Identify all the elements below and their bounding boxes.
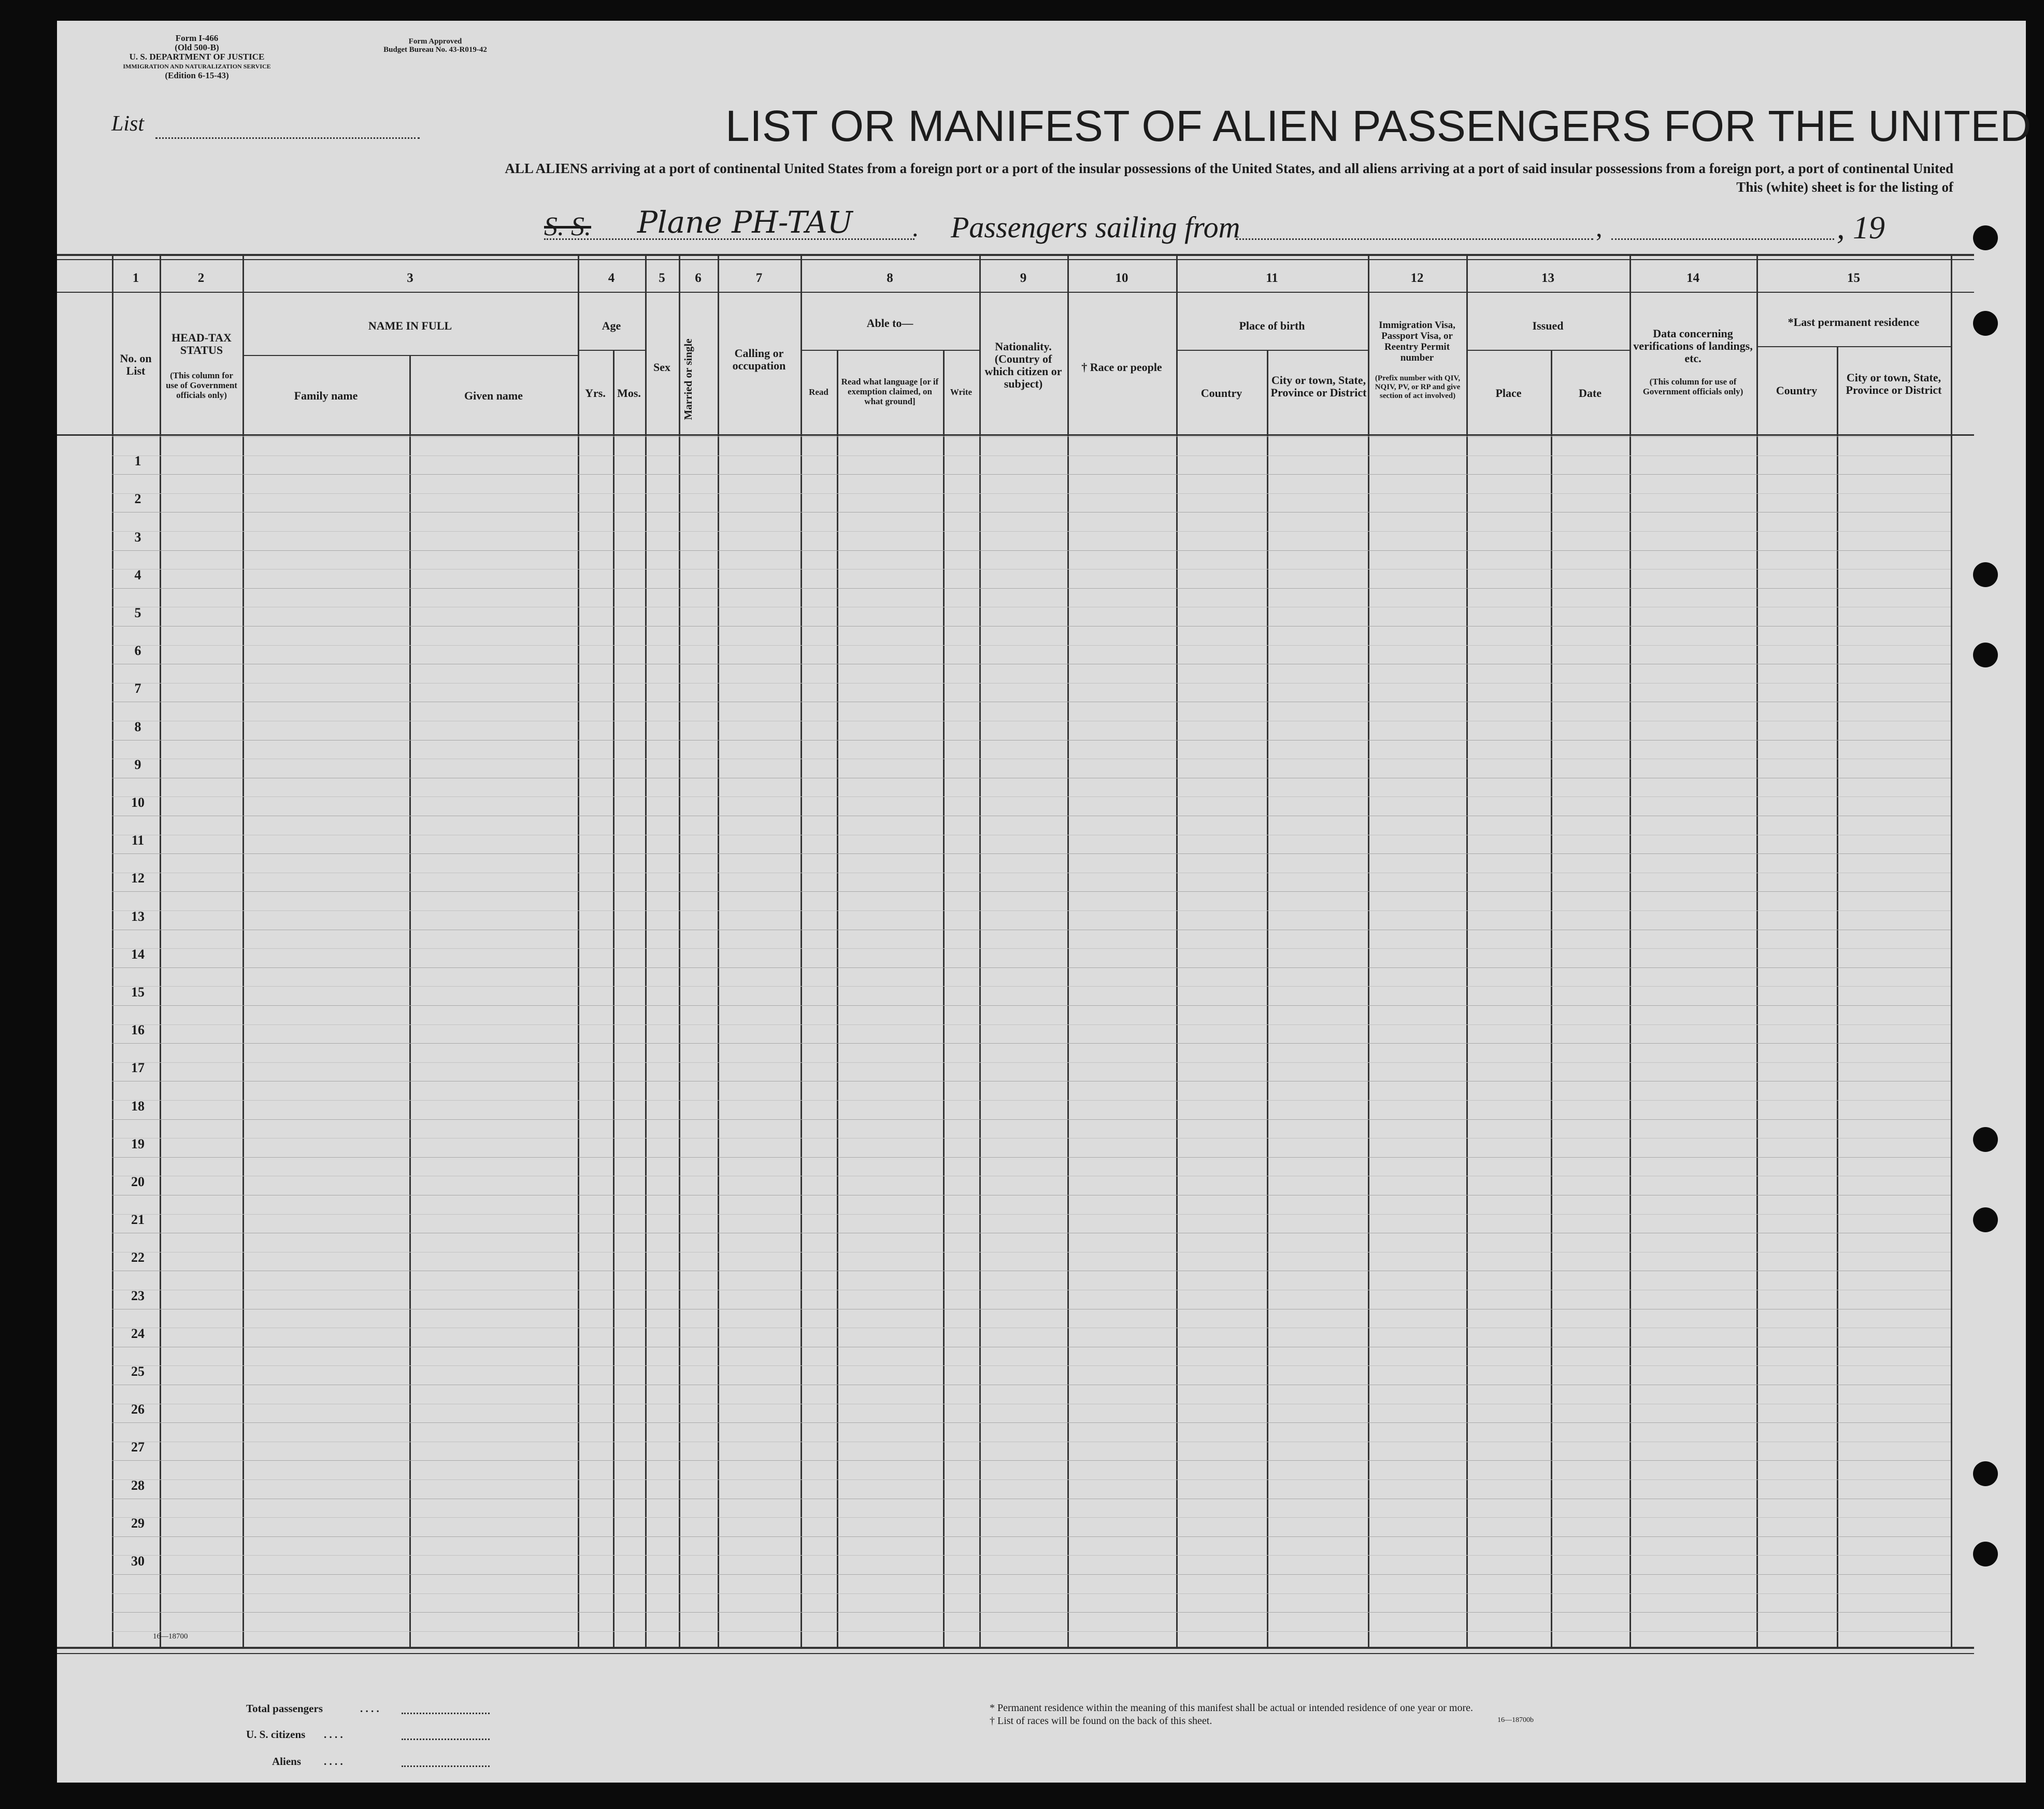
table-row-number: 20 [131,1174,145,1189]
table-row-number: 25 [131,1364,145,1379]
header-age-mos: Mos. [617,387,641,400]
row-rule [112,1422,1951,1423]
department: U. S. DEPARTMENT OF JUSTICE [129,52,265,62]
age-subrule [578,350,645,351]
col-num-1: 1 [132,271,139,285]
binding-hole-3 [1973,562,1998,587]
col-line-14 [1630,256,1631,1649]
aliens-dots: . . . . [324,1755,343,1768]
row-half-rule [112,910,1951,911]
table-row-number: 27 [131,1440,145,1455]
header-able-to: Able to— [866,317,913,330]
sailing-from-label: Passengers sailing from [951,210,1240,244]
row-rule [112,1536,1951,1537]
table-row-number: 12 [131,871,145,886]
table-bottom-rule-2 [57,1653,1974,1654]
table-bottom-rule [57,1647,1974,1649]
form-approval [326,37,544,54]
col-line-10 [1067,256,1069,1649]
col-num-4: 4 [608,271,615,285]
header-age: Age [602,319,621,332]
row-half-rule [112,1593,1951,1594]
row-half-rule [112,531,1951,532]
sub-line-read-what [837,350,838,1649]
table-row-number: 18 [131,1099,145,1114]
header-age-yrs: Yrs. [585,387,606,400]
table-row-number: 8 [134,719,141,734]
table-row-number: 16 [131,1022,145,1037]
issued-subrule [1466,350,1630,351]
row-rule [112,1043,1951,1044]
residence-subrule [1756,346,1951,347]
header-res-country: Country [1776,384,1818,397]
total-passengers-label: Total passengers [246,1702,323,1715]
vessel-field-line [544,238,914,240]
year-label: , 19 [1837,210,1885,246]
col-num-6: 6 [695,271,702,285]
table-row-number: 29 [131,1516,145,1531]
row-half-rule [112,1517,1951,1518]
table-row-number: 7 [134,681,141,696]
vessel-name[interactable]: Plane PH-TAU [637,205,853,240]
col-num-15: 15 [1847,271,1860,285]
header-write: Write [950,387,973,397]
edition: (Edition 6-15-43) [165,70,229,80]
ss-label: S. S. [544,212,591,241]
table-row-number: 13 [131,909,145,924]
header-read-what: Read what language [or if exemption claimed, on what ground] [841,377,939,406]
header-res-city: City or town, State, Province or District [1846,371,1942,396]
col-line-13 [1466,256,1468,1649]
aliens-field[interactable] [402,1765,490,1767]
row-half-rule [112,645,1951,646]
table-row-number: 14 [131,947,145,962]
sub-line-given-name [409,355,411,1649]
row-half-rule [112,1214,1951,1215]
header-family-name: Family name [294,389,358,402]
header-issued-date: Date [1579,387,1602,400]
birth-subrule [1176,350,1368,351]
table-row-number: 6 [134,643,141,658]
col-line-12 [1368,256,1369,1649]
vessel-dot: . [912,213,919,242]
table-row-number: 2 [134,491,141,506]
budget-bureau: Budget Bureau No. 43-R019-42 [383,46,487,54]
row-half-rule [112,455,1951,456]
table-row-number: 22 [131,1250,145,1265]
col-line-11 [1176,256,1178,1649]
table-row-number: 30 [131,1554,145,1569]
table-row-number: 11 [131,833,145,848]
header-race: † Race or people [1081,361,1162,374]
binding-hole-8 [1973,1542,1998,1566]
header-read: Read [809,387,828,397]
table-row-number: 19 [131,1136,145,1151]
row-half-rule [112,1062,1951,1063]
table-row-number: 9 [134,757,141,772]
header-data-concerning: Data concerning verifications of landings, etc. [1633,327,1753,365]
col-line-4 [578,256,579,1649]
subtitle-line-2: This (white) sheet is for the listing of [1736,179,1953,195]
row-rule [112,891,1951,892]
row-rule [112,1157,1951,1158]
col-num-14: 14 [1686,271,1699,285]
form-number: Form I-466 [175,33,219,43]
row-rule [112,474,1951,475]
col-line-5 [645,256,647,1649]
total-passengers-field[interactable] [402,1713,490,1714]
header-no-on-list: No. on List [120,352,152,377]
header-issued: Issued [1532,319,1564,332]
row-half-rule [112,1365,1951,1366]
col-num-10: 10 [1115,271,1128,285]
col-line-8 [801,256,802,1649]
binding-hole-4 [1973,643,1998,667]
sub-line-issued-date [1551,350,1552,1649]
row-rule [112,436,1951,437]
col-line-3 [242,256,244,1649]
row-half-rule [112,796,1951,797]
form-approved: Form Approved [408,37,462,46]
col-line-15 [1756,256,1758,1649]
table-row-number: 15 [131,985,145,1000]
table-row-number: 24 [131,1326,145,1341]
col-num-7: 7 [755,271,763,285]
header-birth-city: City or town, State, Province or District [1270,374,1367,399]
column-number-rule [57,292,1974,293]
table-row-number: 28 [131,1478,145,1493]
header-head-tax-note: (This column for use of Government officials only) [166,371,237,400]
us-citizens-label: U. S. citizens [246,1728,306,1741]
us-citizens-field[interactable] [402,1739,490,1740]
row-rule [112,1612,1951,1613]
row-half-rule [112,1479,1951,1480]
header-issued-place: Place [1495,387,1522,400]
row-rule [112,550,1951,551]
header-birth-country: Country [1200,387,1242,400]
header-place-of-birth: Place of birth [1239,319,1305,332]
row-rule [112,1460,1951,1461]
row-rule [112,588,1951,589]
sub-line-mos [613,350,614,1649]
col-num-3: 3 [407,271,413,285]
table-row-number: 10 [131,795,145,810]
residence-footnote: * Permanent residence within the meaning of this manifest shall be actual or intended residence of one year or more. [990,1702,1474,1714]
row-half-rule [112,1631,1951,1632]
table-row-number: 4 [134,567,141,582]
row-half-rule [112,1100,1951,1101]
row-rule [112,853,1951,854]
subtitle-line-1: ALL ALIENS arriving at a port of continental United States from a foreign port or a port of the insular possessions of the United States, and all aliens arriving at a port of said insular possessions from a foreign port, a port of continental United [505,161,1953,176]
header-sex: Sex [653,361,670,374]
col-num-2: 2 [197,271,205,285]
col-line-9 [979,256,981,1649]
col-line-16 [1951,256,1952,1649]
binding-hole-2 [1973,311,1998,336]
row-rule [112,967,1951,968]
citizens-dots: . . . . [324,1728,343,1741]
col-num-12: 12 [1410,271,1424,285]
row-half-rule [112,493,1951,494]
service: IMMIGRATION AND NATURALIZATION SERVICE [123,63,271,70]
table-row-number: 3 [134,530,141,545]
col-num-11: 11 [1266,271,1278,285]
header-given-name: Given name [464,389,523,402]
print-code: 16—18700 [153,1632,188,1641]
footer-code: 16—18700b [1497,1716,1534,1724]
header-visa: Immigration Visa, Passport Visa, or Reentry Permit number [1379,320,1455,363]
table-row-number: 1 [134,453,141,468]
header-data-note: (This column for use of Government officials only) [1642,377,1743,396]
table-row-number: 23 [131,1288,145,1303]
header-head-tax: HEAD-TAX STATUS [171,331,232,357]
header-name-in-full: NAME IN FULL [368,319,452,332]
row-half-rule [112,986,1951,987]
header-calling: Calling or occupation [732,347,786,372]
binding-hole-5 [1973,1127,1998,1152]
header-visa-note: (Prefix number with QIV, NQIV, PV, or RP and give section of act involved) [1375,374,1461,400]
table-row-number: 26 [131,1402,145,1417]
col-line-6 [679,256,680,1649]
page-title: LIST OR MANIFEST OF ALIEN PASSENGERS FOR THE UNITED [725,102,2032,150]
header-last-residence: *Last permanent residence [1788,316,1920,329]
row-rule [112,1119,1951,1120]
table-top-rule-2 [57,259,1974,260]
table-top-rule [57,254,1974,256]
total-dots: . . . . [360,1702,379,1715]
table-row-number: 21 [131,1212,145,1227]
row-rule [112,1005,1951,1006]
race-footnote: † List of races will be found on the back of this sheet. [990,1715,1212,1727]
able-subrule [801,350,979,351]
row-half-rule [112,1555,1951,1556]
col-line-7 [718,256,719,1649]
table-row-number: 5 [134,605,141,620]
row-rule [112,1574,1951,1575]
table-row-number: 17 [131,1060,145,1075]
aliens-label: Aliens [272,1755,302,1768]
list-number-field[interactable] [155,137,420,139]
sub-line-write [943,350,945,1649]
sub-line-res-city [1837,346,1838,1649]
binding-hole-6 [1973,1207,1998,1232]
old-form-number: (Old 500-B) [175,42,219,52]
header-nationality: Nationality. (Country of which citizen or subject) [984,340,1062,390]
col-num-13: 13 [1541,271,1554,285]
col-num-9: 9 [1020,271,1027,285]
row-half-rule [112,1024,1951,1025]
header-married-single: Married or single [682,338,694,420]
sailing-date-field[interactable] [1611,238,1834,240]
header-bottom-rule [57,434,1974,436]
row-half-rule [112,948,1951,949]
port-comma: , [1596,213,1603,242]
list-label: List [111,112,145,136]
sailing-from-field[interactable] [1236,238,1593,240]
col-num-8: 8 [887,271,893,285]
col-num-5: 5 [659,271,665,285]
binding-hole-7 [1973,1461,1998,1486]
sub-line-birth-city [1267,350,1268,1649]
manifest-sheet [57,21,2032,1783]
form-identification [88,34,306,80]
binding-hole-1 [1973,225,1998,250]
